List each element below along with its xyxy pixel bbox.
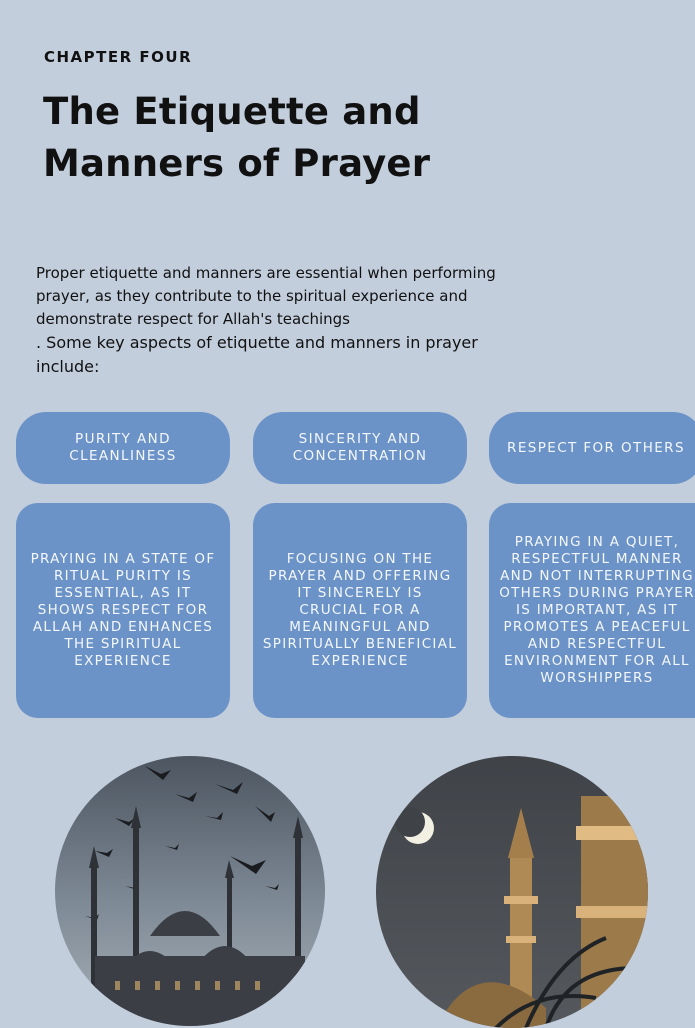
heading-line: CONCENTRATION bbox=[292, 448, 428, 464]
card-line: AND NOT INTERRUPTING bbox=[500, 568, 694, 584]
heading-line: CLEANLINESS bbox=[69, 448, 177, 464]
page-title bbox=[43, 86, 463, 190]
card-line: ENVIRONMENT FOR ALL bbox=[504, 653, 690, 669]
intro-line: . Some key aspects of etiquette and manners in prayer bbox=[36, 333, 478, 352]
aspect-heading-purity bbox=[16, 412, 230, 484]
intro-line: demonstrate respect for Allah's teachings bbox=[36, 310, 350, 328]
intro-line: prayer, as they contribute to the spiritual experience and bbox=[36, 287, 468, 305]
page-title-text: The Etiquette and Manners of Prayer bbox=[43, 90, 431, 185]
card-line: FOCUSING ON THE bbox=[286, 551, 434, 567]
card-line: ESSENTIAL, AS IT bbox=[54, 585, 192, 601]
aspect-heading-respect bbox=[489, 412, 695, 484]
aspect-card-respect bbox=[489, 503, 695, 718]
card-line: EXPERIENCE bbox=[74, 653, 172, 669]
minaret-moon-photo bbox=[376, 756, 648, 1028]
card-line: OTHERS DURING PRAYER bbox=[499, 585, 695, 601]
card-line: SPIRITUALLY BENEFICIAL bbox=[262, 636, 458, 652]
heading-line: RESPECT FOR OTHERS bbox=[507, 439, 685, 456]
card-line: EXPERIENCE bbox=[311, 653, 409, 669]
mosque-birds-photo bbox=[55, 756, 325, 1026]
card-line: WORSHIPPERS bbox=[540, 670, 654, 686]
card-line: PRAYER AND OFFERING bbox=[268, 568, 452, 584]
card-line: PROMOTES A PEACEFUL bbox=[503, 619, 691, 635]
card-line: PRAYING IN A QUIET, bbox=[514, 534, 680, 550]
aspect-card-purity bbox=[16, 503, 230, 718]
intro-paragraph bbox=[36, 262, 536, 379]
aspect-heading-sincerity bbox=[253, 412, 467, 484]
heading-line: SINCERITY AND bbox=[298, 431, 422, 447]
card-line: THE SPIRITUAL bbox=[64, 636, 182, 652]
card-line: ALLAH AND ENHANCES bbox=[32, 619, 214, 635]
card-line: SHOWS RESPECT FOR bbox=[37, 602, 209, 618]
intro-line: Proper etiquette and manners are essential when performing bbox=[36, 264, 496, 282]
card-line: RESPECTFUL MANNER bbox=[511, 551, 683, 567]
card-line: IT SINCERELY IS bbox=[297, 585, 423, 601]
card-line: IS IMPORTANT, AS IT bbox=[515, 602, 678, 618]
aspect-card-sincerity bbox=[253, 503, 467, 718]
card-line: RITUAL PURITY IS bbox=[53, 568, 193, 584]
card-line: MEANINGFUL AND bbox=[289, 619, 431, 635]
card-line: CRUCIAL FOR A bbox=[299, 602, 421, 618]
chapter-label: CHAPTER FOUR bbox=[44, 48, 193, 66]
card-line: PRAYING IN A STATE OF bbox=[30, 551, 216, 567]
intro-line: include: bbox=[36, 357, 100, 376]
heading-line: PURITY AND bbox=[75, 431, 171, 447]
card-line: AND RESPECTFUL bbox=[527, 636, 667, 652]
